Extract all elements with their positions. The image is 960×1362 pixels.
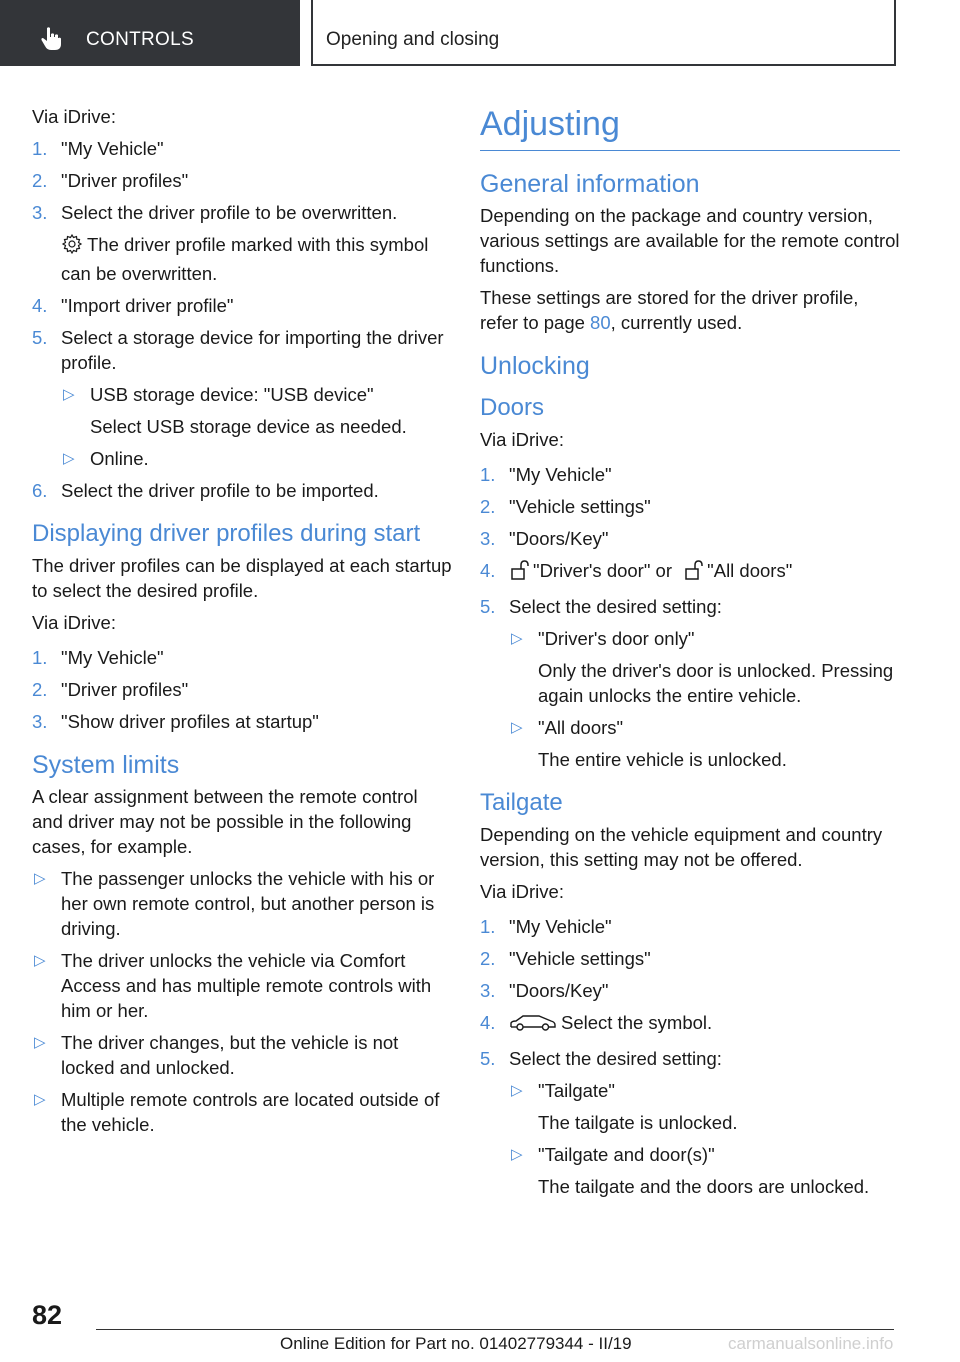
limits-item-text: Multiple remote controls are located outside of the vehicle.: [61, 1089, 440, 1135]
symbol-note-text: The driver profile marked with this symbol can be overwritten.: [61, 234, 429, 284]
step-number: 2.: [32, 679, 48, 700]
limits-item-text: The passenger unlocks the vehicle with his or her own remote control, but another person is driving.: [61, 868, 435, 939]
footer-edition: Online Edition for Part no. 01402779344 - II/19: [280, 1334, 632, 1353]
step-text: Select the driver profile to be overwritten.: [61, 202, 398, 223]
list-item: [480, 494, 900, 519]
sub-item-text: USB storage device: "USB device": [90, 384, 374, 405]
sub-item-text: "All doors": [538, 717, 624, 738]
general-text: Depending on the package and country version, various settings are available for the remote control functions.: [480, 205, 900, 276]
section-heading-general: General information: [480, 170, 700, 198]
sub-list-item: [509, 715, 900, 740]
step-text: "Doors/Key": [509, 528, 609, 549]
sub-list-item: [509, 1142, 900, 1167]
list-item: [32, 325, 452, 375]
list-item: [480, 1046, 900, 1071]
step-text: "Import driver profile": [61, 295, 234, 316]
via-idrive-text: Via iDrive:: [32, 106, 116, 127]
step-number: 3.: [32, 711, 48, 732]
step-text: "Show driver profiles at startup": [61, 711, 319, 732]
step-text: "Driver's door" or: [533, 560, 673, 581]
step-number: 3.: [480, 980, 496, 1001]
list-item: [32, 200, 452, 225]
step-text: "My Vehicle": [61, 647, 164, 668]
list-item: [32, 645, 452, 670]
car-icon: [509, 1013, 557, 1039]
step-number: 5.: [32, 327, 48, 348]
step-text: "All doors": [707, 560, 793, 581]
sub-list-item: [509, 1078, 900, 1103]
list-item: [480, 1010, 900, 1039]
triangle-bullet-icon: ▷: [511, 630, 523, 647]
step-number: 5.: [480, 596, 496, 617]
step-number: 2.: [480, 948, 496, 969]
list-item: [480, 978, 900, 1003]
limits-item: [32, 948, 452, 1023]
step-text: "Vehicle settings": [509, 948, 651, 969]
section-heading-unlocking: Unlocking: [480, 352, 590, 380]
step-text: "Driver profiles": [61, 170, 189, 191]
option-note: The tailgate is unlocked.: [538, 1112, 738, 1133]
step-number: 6.: [32, 480, 48, 501]
unlock-icon: [683, 559, 703, 587]
sub-list-item: [509, 626, 900, 651]
tailgate-text: Depending on the vehicle equipment and country version, this setting may not be offered.: [480, 824, 883, 870]
chapter-tab: [0, 0, 300, 66]
hand-pointer-icon: [40, 26, 62, 57]
limits-item: [32, 866, 452, 941]
step-text: "My Vehicle": [61, 138, 164, 159]
limits-item: [32, 1030, 452, 1080]
list-item: [32, 136, 452, 161]
stored-text-post: , currently used.: [610, 312, 743, 333]
via-idrive-text: Via iDrive:: [32, 612, 116, 633]
step-number: 1.: [480, 464, 496, 485]
list-item: [480, 946, 900, 971]
sub-list-item: [61, 446, 452, 471]
step-number: 4.: [32, 295, 48, 316]
sub-item-text: "Driver's door only": [538, 628, 695, 649]
chapter-label: CONTROLS: [86, 29, 194, 50]
list-item: [480, 462, 900, 487]
step-number: 2.: [32, 170, 48, 191]
list-item: [32, 168, 452, 193]
list-item: [32, 478, 452, 503]
step-number: 2.: [480, 496, 496, 517]
page-link[interactable]: 80: [590, 312, 611, 333]
option-note: The entire vehicle is unlocked.: [538, 749, 787, 770]
step-text: "Vehicle settings": [509, 496, 651, 517]
triangle-bullet-icon: ▷: [34, 1034, 46, 1051]
step-number: 1.: [32, 647, 48, 668]
list-item: [480, 594, 900, 619]
step-text: Select the desired setting:: [509, 1048, 722, 1069]
sub-item-text: Online.: [90, 448, 149, 469]
sub-list-item: [61, 382, 452, 407]
list-item: [480, 526, 900, 551]
left-column: [32, 104, 452, 1144]
section-heading-display: Displaying driver profiles during start: [32, 520, 421, 547]
step-number: 3.: [32, 202, 48, 223]
section-label: Opening and closing: [326, 29, 500, 50]
step-text: Select a storage device for importing the driver profile.: [61, 327, 444, 373]
limits-item-text: The driver unlocks the vehicle via Comfort Access and has multiple remote controls with him or her.: [61, 950, 432, 1021]
subsection-heading-tailgate: Tailgate: [480, 789, 563, 816]
triangle-bullet-icon: ▷: [511, 1082, 523, 1099]
stored-text: [480, 285, 900, 335]
limits-text: A clear assignment between the remote control and driver may not be possible in the following cases, for example.: [32, 786, 418, 857]
limits-item-text: The driver changes, but the vehicle is not locked and unlocked.: [61, 1032, 399, 1078]
gear-icon: [61, 233, 83, 261]
step-number: 1.: [32, 138, 48, 159]
unlock-icon: [509, 559, 529, 587]
triangle-bullet-icon: ▷: [34, 870, 46, 887]
option-note: Only the driver's door is unlocked. Pressing again unlocks the entire vehicle.: [538, 660, 894, 706]
chapter-heading-adjusting: Adjusting: [480, 104, 900, 151]
triangle-bullet-icon: ▷: [511, 719, 523, 736]
watermark: carmanualsonline.info: [728, 1334, 894, 1353]
list-item: [480, 914, 900, 939]
step-number: 4.: [480, 560, 496, 581]
step-text: "Driver profiles": [61, 679, 189, 700]
triangle-bullet-icon: ▷: [34, 1091, 46, 1108]
step-text: Select the symbol.: [561, 1012, 713, 1033]
limits-item: [32, 1087, 452, 1137]
step-text: "Doors/Key": [509, 980, 609, 1001]
display-text: The driver profiles can be displayed at each startup to select the desired profile.: [32, 555, 452, 601]
subsection-heading-doors: Doors: [480, 394, 545, 421]
page-header: [0, 0, 960, 66]
stored-text-pre: These settings are stored for the driver profile, refer to page: [480, 287, 859, 333]
triangle-bullet-icon: ▷: [63, 386, 75, 403]
section-heading-limits: System limits: [32, 751, 180, 779]
list-item: [480, 558, 900, 587]
step-number: 5.: [480, 1048, 496, 1069]
step-number: 3.: [480, 528, 496, 549]
usb-note: Select USB storage device as needed.: [90, 416, 407, 437]
via-idrive-text: Via iDrive:: [480, 429, 564, 450]
list-item: [32, 709, 452, 734]
page-number: 82: [32, 1300, 63, 1330]
step-text: Select the driver profile to be imported.: [61, 480, 379, 501]
section-tab: [311, 0, 896, 66]
list-item: [32, 293, 452, 318]
footer-divider: [96, 1329, 894, 1330]
step-text: "My Vehicle": [509, 916, 612, 937]
option-note: The tailgate and the doors are unlocked.: [538, 1176, 870, 1197]
triangle-bullet-icon: ▷: [511, 1146, 523, 1163]
step-text: Select the desired setting:: [509, 596, 722, 617]
step-text: "My Vehicle": [509, 464, 612, 485]
step-number: 4.: [480, 1012, 496, 1033]
list-item: [32, 677, 452, 702]
triangle-bullet-icon: ▷: [63, 450, 75, 467]
via-idrive-text: Via iDrive:: [480, 881, 564, 902]
sub-item-text: "Tailgate and door(s)": [538, 1144, 715, 1165]
triangle-bullet-icon: ▷: [34, 952, 46, 969]
right-column: [480, 104, 900, 1206]
symbol-note: [32, 232, 452, 286]
step-number: 1.: [480, 916, 496, 937]
sub-item-text: "Tailgate": [538, 1080, 615, 1101]
